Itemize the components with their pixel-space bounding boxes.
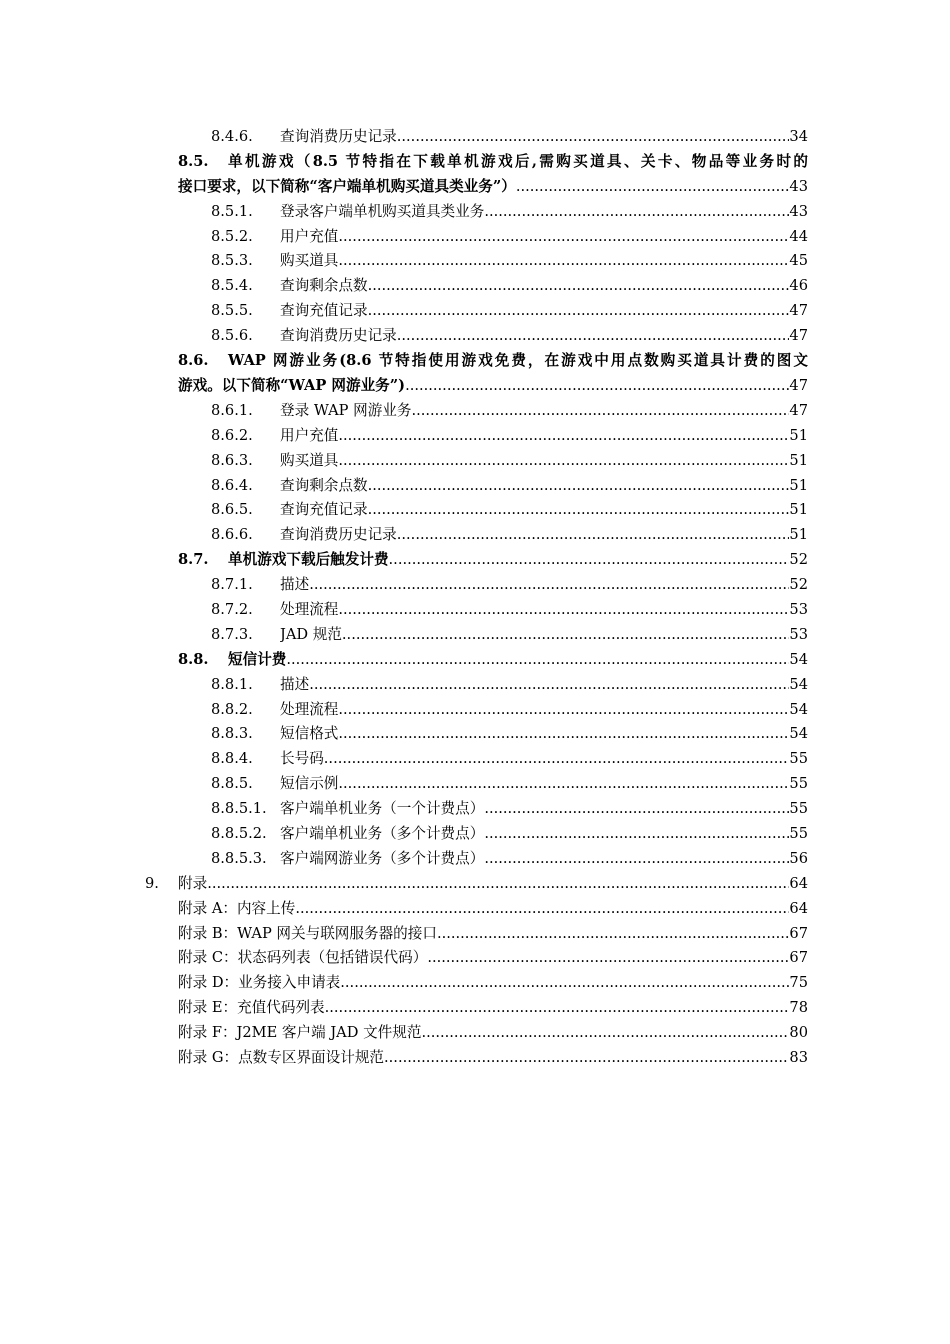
toc-entry-8-5-4[interactable]	[0, 274, 950, 299]
dot-leader	[325, 996, 790, 1021]
toc-page-number: 54	[789, 675, 808, 693]
toc-page-number: 43	[789, 202, 808, 220]
toc-page-number: 47	[789, 376, 808, 394]
dot-leader	[397, 125, 790, 150]
dot-leader	[368, 274, 790, 299]
toc-page-number: 54	[789, 650, 808, 668]
dot-leader	[484, 847, 789, 872]
toc-page-number: 80	[789, 1024, 808, 1042]
dot-leader	[338, 722, 789, 747]
toc-page-number: 44	[789, 227, 808, 245]
toc-page-number: 34	[789, 128, 808, 145]
toc-title: 描述	[280, 675, 310, 693]
dot-leader	[338, 772, 789, 797]
toc-number: 8.6.4.	[211, 476, 253, 494]
toc-title: 登录 WAP 网游业务	[280, 401, 412, 419]
toc-entry-8-8-5-2[interactable]	[0, 822, 950, 847]
toc-entry-9[interactable]	[0, 872, 950, 897]
toc-title: 附录 G：点数专区界面设计规范	[178, 1048, 385, 1066]
toc-number: 8.5.2.	[211, 227, 253, 245]
toc-number: 8.7.	[178, 551, 209, 569]
toc-number: 8.6.2.	[211, 426, 253, 444]
toc-number: 8.5.	[178, 152, 209, 170]
toc-number: 8.5.3.	[211, 252, 253, 270]
toc-page-number: 43	[789, 177, 808, 195]
toc-entry-appendix-a[interactable]	[0, 897, 950, 922]
toc-page-number: 46	[789, 277, 808, 295]
toc-page-number: 55	[789, 800, 808, 818]
toc-number: 8.8.2.	[211, 700, 253, 718]
toc-entry-8-5-6[interactable]	[0, 324, 950, 349]
toc-number: 8.7.2.	[211, 600, 253, 618]
dot-leader	[397, 523, 790, 548]
dot-leader	[421, 1021, 789, 1046]
toc-title: 附录 B：WAP 网关与联网服务器的接口	[178, 924, 437, 942]
dot-leader	[295, 897, 789, 922]
toc-page-number: 51	[789, 526, 808, 544]
dot-leader	[516, 175, 790, 200]
toc-entry-8-7-1[interactable]	[0, 573, 950, 598]
toc-title: 查询充值记录	[280, 302, 368, 320]
toc-entry-8-7-3[interactable]	[0, 623, 950, 648]
toc-page-number: 54	[789, 700, 808, 718]
toc-entry-8-8-5-1[interactable]	[0, 797, 950, 822]
toc-entry-8-6-4[interactable]	[0, 474, 950, 499]
toc-entry-appendix-f[interactable]	[0, 1021, 950, 1046]
toc-entry-8-5[interactable]	[0, 150, 950, 200]
toc-entry-8-8-3[interactable]	[0, 722, 950, 747]
toc-number: 8.5.4.	[211, 277, 253, 295]
dot-leader	[411, 399, 789, 424]
toc-entry-8-5-2[interactable]	[0, 225, 950, 250]
toc-number: 8.6.1.	[211, 401, 253, 419]
toc-number: 8.8.	[178, 650, 209, 668]
dot-leader	[338, 698, 789, 723]
toc-title: 购买道具	[280, 451, 339, 469]
dot-leader	[384, 1046, 789, 1071]
dot-leader	[368, 299, 790, 324]
toc-title: 客户端网游业务（多个计费点）	[280, 849, 485, 867]
toc-title: 用户充值	[280, 227, 339, 245]
toc-page-number: 47	[789, 327, 808, 345]
toc-page-number: 78	[789, 999, 808, 1017]
toc-number: 8.7.1.	[211, 576, 253, 594]
toc-title: 查询充值记录	[280, 501, 368, 519]
toc-title: 购买道具	[280, 252, 339, 270]
dot-leader	[338, 225, 789, 250]
toc-entry-8-8-2[interactable]	[0, 698, 950, 723]
toc-title: 附录 C：状态码列表（包括错误代码）	[178, 949, 428, 967]
toc-page-number: 55	[789, 775, 808, 793]
dot-leader	[484, 822, 789, 847]
toc-entry-8-6-3[interactable]	[0, 449, 950, 474]
toc-title-line-2: 游戏。以下简称“WAP 网游业务”)	[178, 376, 406, 394]
toc-title: 单机游戏下载后触发计费	[228, 551, 389, 569]
toc-entry-8-5-3[interactable]	[0, 249, 950, 274]
toc-title: 附录 F：J2ME 客户端 JAD 文件规范	[178, 1024, 422, 1042]
toc-page-number: 45	[789, 252, 808, 270]
toc-page-number: 51	[789, 501, 808, 519]
toc-title: JAD 规范	[280, 625, 342, 643]
toc-title: 附录 A：内容上传	[178, 899, 296, 917]
toc-title: 客户端单机业务（一个计费点）	[280, 800, 485, 818]
toc-number: 8.8.3.	[211, 725, 253, 743]
toc-entry-8-7-2[interactable]	[0, 598, 950, 623]
toc-entry-8-6-5[interactable]	[0, 498, 950, 523]
dot-leader	[338, 424, 789, 449]
toc-page-number: 52	[789, 551, 808, 569]
dot-leader	[437, 922, 789, 947]
toc-page-number: 54	[789, 725, 808, 743]
toc-title: 查询剩余点数	[280, 476, 368, 494]
toc-page-number: 64	[789, 874, 808, 892]
toc-number: 8.8.5.1.	[211, 800, 267, 818]
dot-leader	[368, 498, 790, 523]
toc-title: 短信示例	[280, 775, 339, 793]
dot-leader	[309, 673, 789, 698]
toc-number: 8.8.4.	[211, 750, 253, 768]
toc-entry-8-7[interactable]	[0, 548, 950, 573]
toc-number: 8.6.5.	[211, 501, 253, 519]
toc-page-number: 53	[789, 600, 808, 618]
toc-title: 客户端单机业务（多个计费点）	[280, 824, 485, 842]
dot-leader	[207, 872, 789, 897]
toc-page-number: 56	[789, 849, 808, 867]
toc-page-number: 47	[789, 302, 808, 320]
toc-title: 附录 D：业务接入申请表	[178, 974, 341, 992]
dot-leader	[484, 200, 789, 225]
toc-entry-8-6[interactable]	[0, 349, 950, 399]
toc-number: 8.4.6.	[211, 128, 253, 145]
toc-title: 短信计费	[228, 650, 287, 668]
toc-number: 8.6.	[178, 352, 209, 370]
toc-title: 查询消费历史记录	[280, 526, 397, 544]
toc-page-number: 47	[789, 401, 808, 419]
toc-title: 查询消费历史记录	[280, 128, 397, 145]
dot-leader	[368, 474, 790, 499]
toc-entry-8-6-1[interactable]	[0, 399, 950, 424]
dot-leader	[338, 449, 789, 474]
toc-page-number: 52	[789, 576, 808, 594]
dot-leader	[324, 747, 790, 772]
toc-title: 用户充值	[280, 426, 339, 444]
toc-page-number: 51	[789, 476, 808, 494]
toc-title-line-1: 单机游戏（8.5 节特指在下载单机游戏后,需购买道具、关卡、物品等业务时的	[228, 152, 808, 170]
toc-entry-8-8[interactable]	[0, 648, 950, 673]
toc-page-number: 83	[789, 1048, 808, 1066]
toc-page-number: 55	[789, 824, 808, 842]
toc-entry-appendix-c[interactable]	[0, 946, 950, 971]
toc-title: 附录 E：充值代码列表	[178, 999, 325, 1017]
dot-leader	[338, 249, 789, 274]
toc-number: 8.8.5.2.	[211, 824, 267, 842]
toc-number: 8.5.1.	[211, 202, 253, 220]
toc-page-number: 75	[789, 974, 808, 992]
toc-entry-8-8-5[interactable]	[0, 772, 950, 797]
table-of-contents	[0, 125, 950, 1071]
toc-title: 处理流程	[280, 700, 339, 718]
toc-number: 8.8.1.	[211, 675, 253, 693]
toc-title: 处理流程	[280, 600, 339, 618]
dot-leader	[342, 623, 790, 648]
toc-entry-8-8-4[interactable]	[0, 747, 950, 772]
dot-leader	[338, 598, 789, 623]
dot-leader	[389, 548, 790, 573]
dot-leader	[484, 797, 789, 822]
toc-entry-8-4-6[interactable]	[0, 125, 950, 150]
toc-number: 8.8.5.3.	[211, 849, 267, 867]
toc-page-number: 53	[789, 625, 808, 643]
toc-entry-8-6-6[interactable]	[0, 523, 950, 548]
toc-page-number: 64	[789, 899, 808, 917]
toc-title-line-2: 接口要求，以下简称“客户端单机购买道具类业务”）	[178, 177, 516, 195]
dot-leader	[309, 573, 789, 598]
dot-leader	[286, 648, 789, 673]
toc-number: 8.5.5.	[211, 302, 253, 320]
dot-leader	[340, 971, 789, 996]
dot-leader	[397, 324, 790, 349]
toc-number: 8.6.6.	[211, 526, 253, 544]
toc-title: 长号码	[280, 750, 324, 768]
toc-entry-appendix-g[interactable]	[0, 1046, 950, 1071]
toc-entry-8-5-5[interactable]	[0, 299, 950, 324]
toc-entry-appendix-e[interactable]	[0, 996, 950, 1021]
toc-title-line-1: WAP 网游业务(8.6 节特指使用游戏免费，在游戏中用点数购买道具计费的图文	[228, 352, 808, 370]
toc-title: 短信格式	[280, 725, 339, 743]
toc-title: 附录	[178, 874, 208, 892]
toc-entry-8-6-2[interactable]	[0, 424, 950, 449]
toc-entry-8-8-1[interactable]	[0, 673, 950, 698]
toc-entry-appendix-b[interactable]	[0, 922, 950, 947]
toc-number: 8.5.6.	[211, 327, 253, 345]
dot-leader	[405, 374, 789, 399]
toc-title: 查询剩余点数	[280, 277, 368, 295]
toc-page-number: 51	[789, 451, 808, 469]
toc-title: 描述	[280, 576, 310, 594]
toc-entry-appendix-d[interactable]	[0, 971, 950, 996]
toc-title: 登录客户端单机购买道具类业务	[280, 202, 485, 220]
toc-number: 8.7.3.	[211, 625, 253, 643]
toc-number: 8.6.3.	[211, 451, 253, 469]
toc-page-number: 55	[789, 750, 808, 768]
toc-number: 8.8.5.	[211, 775, 253, 793]
toc-title: 查询消费历史记录	[280, 327, 397, 345]
toc-entry-8-5-1[interactable]	[0, 200, 950, 225]
toc-entry-8-8-5-3[interactable]	[0, 847, 950, 872]
toc-page-number: 67	[789, 924, 808, 942]
toc-page-number: 51	[789, 426, 808, 444]
toc-number: 9.	[145, 874, 159, 892]
dot-leader	[427, 946, 789, 971]
toc-page-number: 67	[789, 949, 808, 967]
